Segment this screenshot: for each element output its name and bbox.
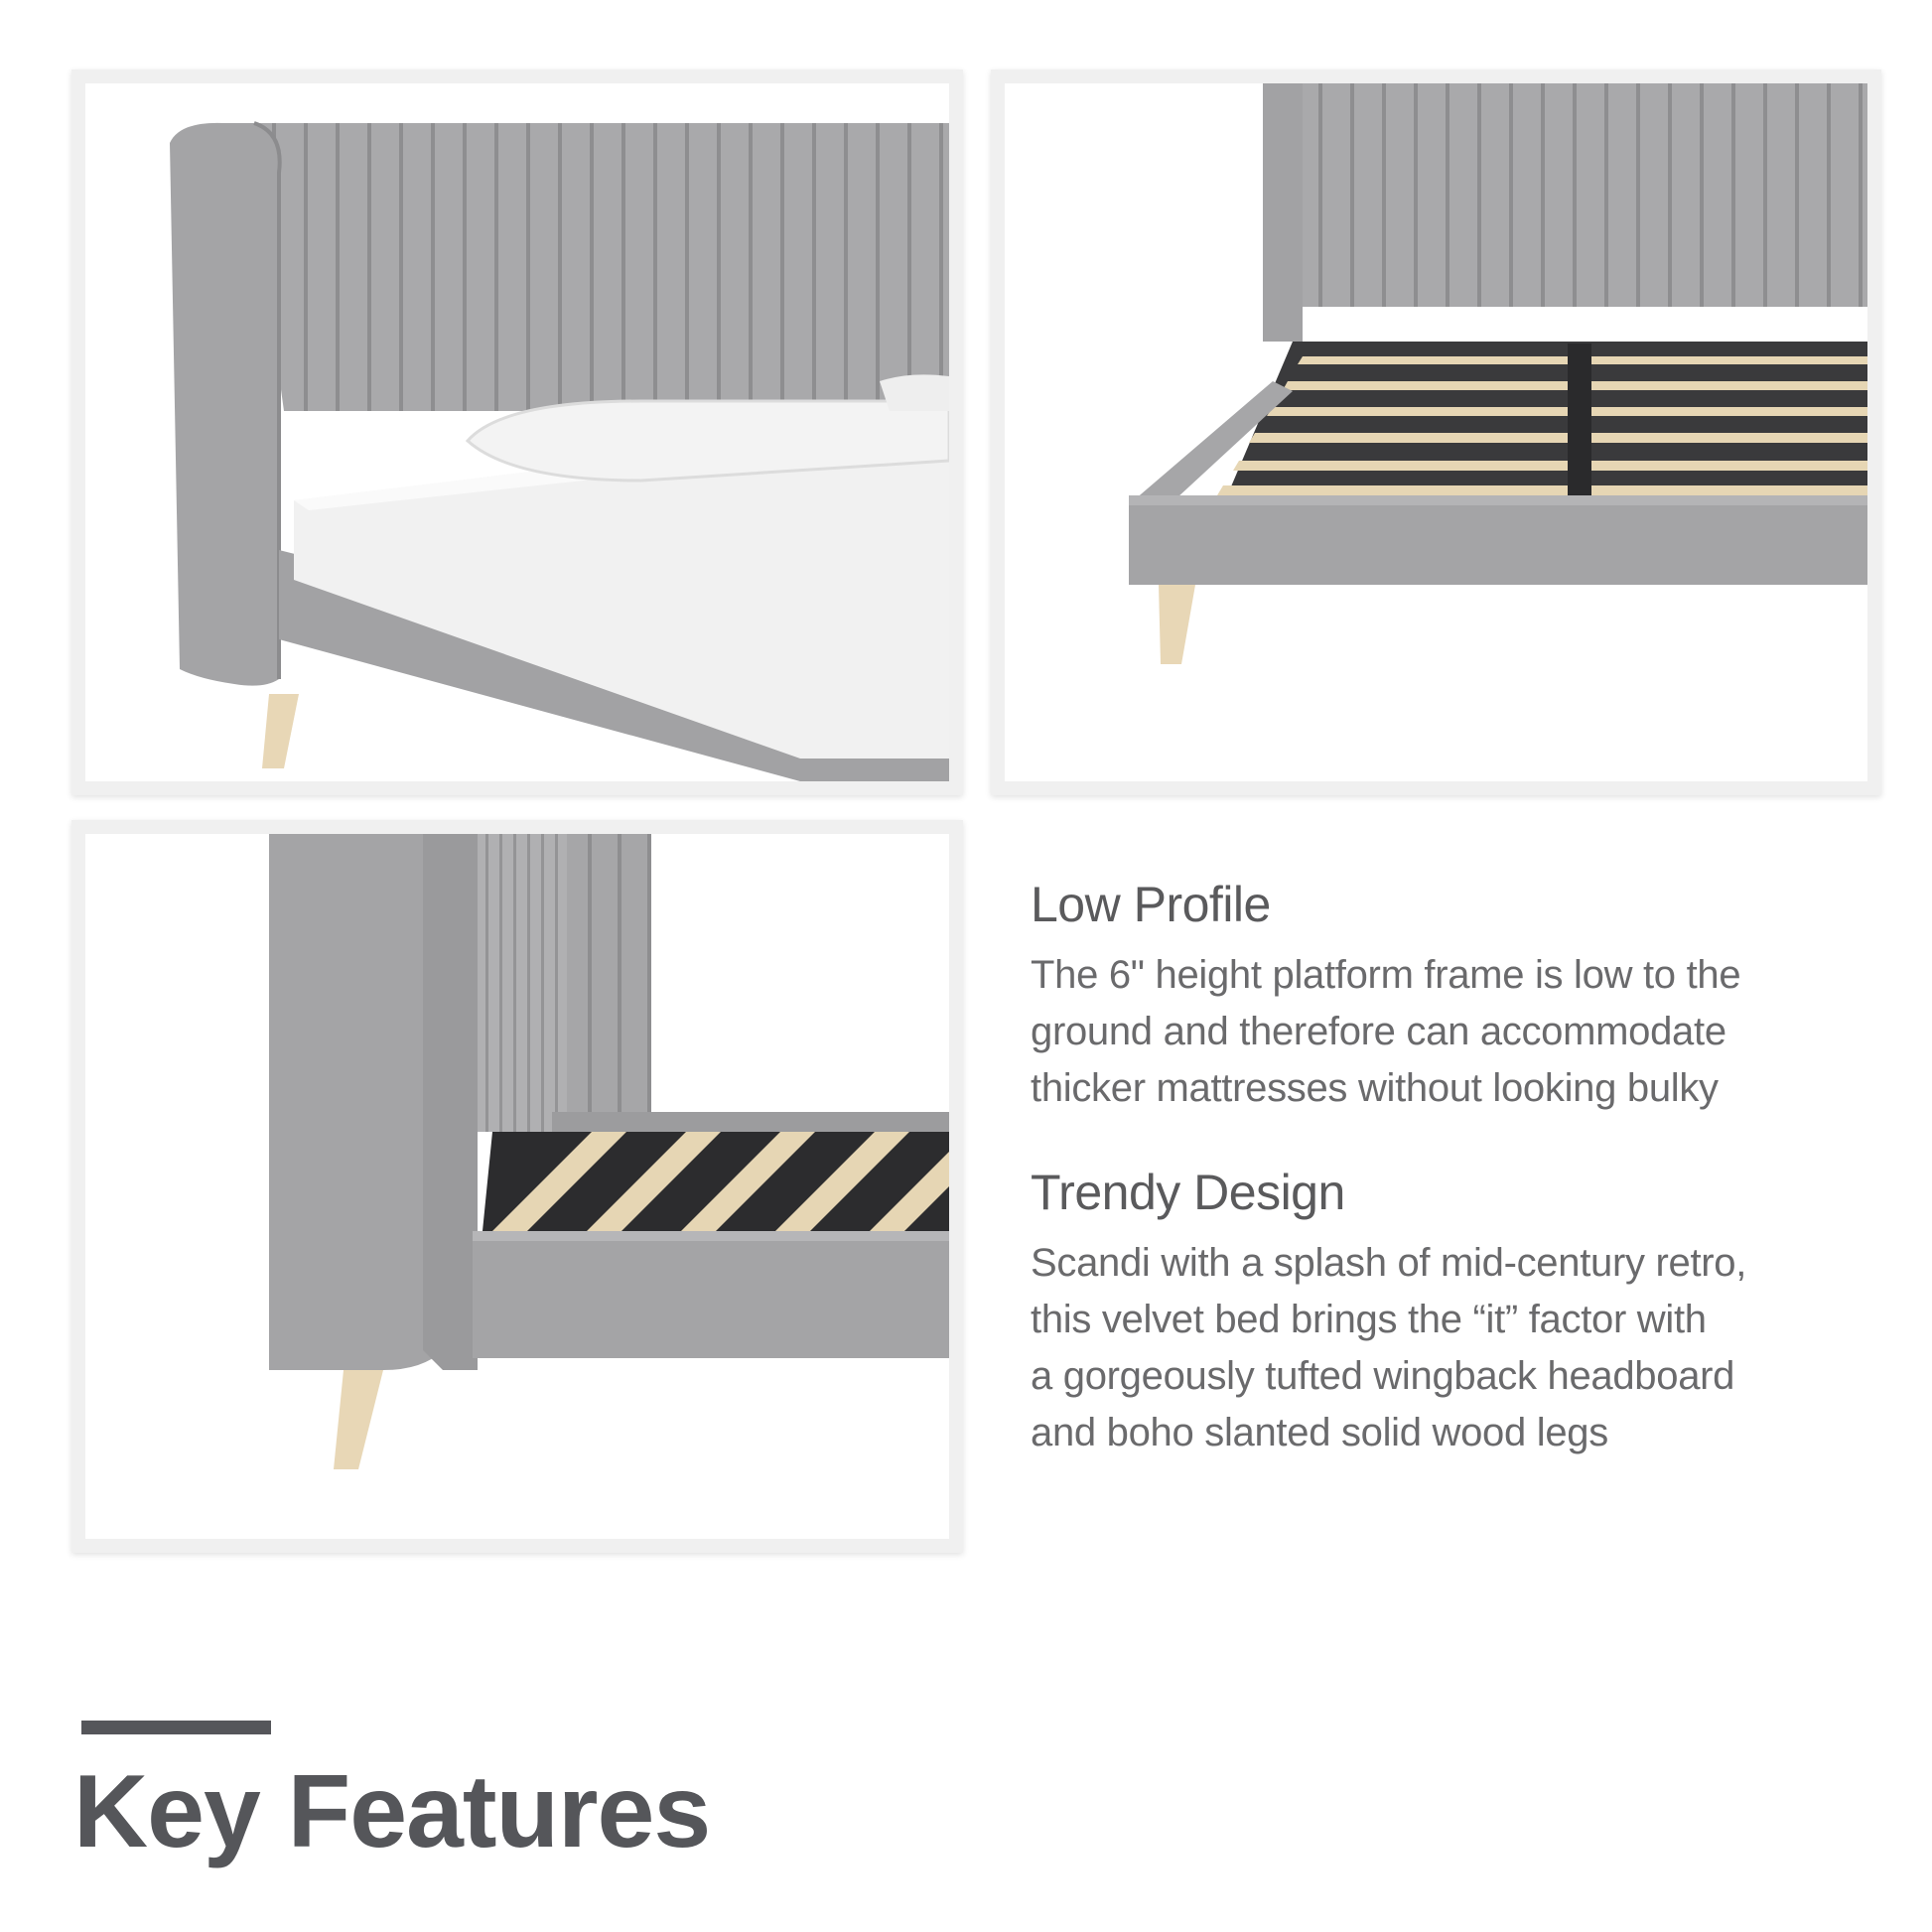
page-heading: Key Features — [73, 1754, 711, 1869]
feature-title-trendy-design: Trendy Design — [1031, 1165, 1345, 1220]
product-image-bed-corner — [71, 69, 963, 795]
product-image-side — [71, 820, 963, 1553]
feature-line: Scandi with a splash of mid-century retro, — [1031, 1241, 1747, 1285]
bed-corner-illustration — [85, 83, 949, 781]
product-image-slats — [991, 69, 1881, 795]
feature-line: thicker mattresses without looking bulky — [1031, 1066, 1719, 1110]
side-view-illustration — [85, 834, 949, 1539]
heading-rule — [81, 1721, 271, 1734]
feature-line: this velvet bed brings the “it” factor with — [1031, 1298, 1707, 1341]
feature-line: The 6" height platform frame is low to the — [1031, 953, 1741, 997]
feature-line: ground and therefore can accommodate — [1031, 1010, 1726, 1053]
feature-description-trendy-design — [1031, 1235, 1904, 1461]
slats-illustration — [1005, 83, 1867, 781]
feature-title-low-profile: Low Profile — [1031, 877, 1271, 932]
feature-line: and boho slanted solid wood legs — [1031, 1411, 1608, 1454]
feature-description-low-profile — [1031, 947, 1904, 1117]
feature-line: a gorgeously tufted wingback headboard — [1031, 1354, 1735, 1398]
